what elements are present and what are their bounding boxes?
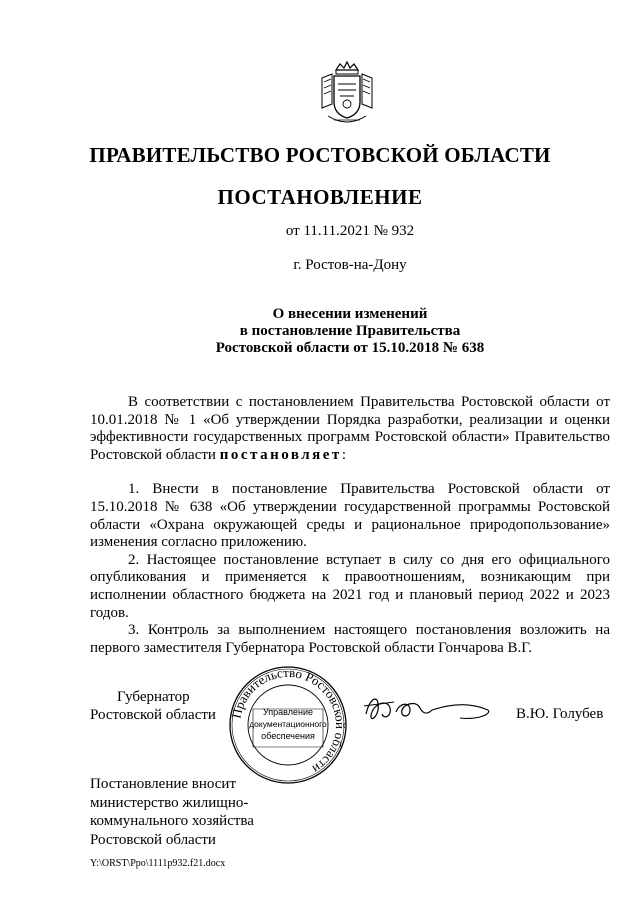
organization-title: ПРАВИТЕЛЬСТВО РОСТОВСКОЙ ОБЛАСТИ — [89, 143, 551, 167]
coat-of-arms-icon — [314, 60, 380, 130]
stamp-center-line: Управление — [262, 707, 314, 717]
subject-line: Ростовской области от 15.10.2018 № 638 — [215, 340, 485, 356]
file-path: Y:\ORST\Ppo\1111p932.f21.docx — [90, 858, 226, 869]
document-body — [90, 394, 610, 657]
signer-title — [90, 688, 216, 724]
document-date-number: от 11.11.2021 № 932 — [285, 223, 415, 239]
item-paragraph-1: 1. Внести в постановление Правительства Ростовской области от 15.10.2018 № 638 «Об утверждении государственной программы Ростовской области «Охрана окружающей среды и рациональное природопользование» изменения согласно приложению. — [90, 481, 610, 551]
submitted-by-note — [90, 775, 254, 849]
item-paragraph-2: 2. Настоящее постановление вступает в силу со дня его официального опубликования и применяется к правоотношениям, возникающим при исполнении областного бюджета на 2021 год и плановый период 2022 и 2023 годов. — [90, 551, 610, 621]
submitted-line: министерство жилищно- — [90, 794, 249, 811]
document-type: ПОСТАНОВЛЕНИЕ — [217, 185, 423, 209]
document-city: г. Ростов-на-Дону — [293, 257, 407, 273]
resolves-word: постановляет — [219, 446, 342, 463]
stamp-ring-text: Правительство Ростовской области — [228, 665, 349, 777]
submitted-line: коммунального хозяйства — [90, 813, 254, 829]
preamble-paragraph — [90, 394, 610, 464]
official-stamp — [223, 665, 353, 785]
submitted-line: Ростовской области — [90, 831, 216, 848]
subject-line: О внесении изменений — [272, 306, 428, 322]
preamble-text: В соответствии с постановлением Правительства Ростовской области от 10.01.2018 № 1 «Об утверждении Порядка разработки, реализации и оценки эффективности государственных программ Ростовской области» Правительство Ростовской области — [90, 394, 610, 463]
signer-title-line: Губернатор — [117, 689, 190, 705]
signer-name: В.Ю. Голубев — [516, 706, 604, 722]
stamp-center-line: обеспечения — [261, 731, 315, 741]
preamble-end: : — [341, 446, 346, 463]
stamp-center-line: документационного — [249, 719, 327, 729]
signer-title-line: Ростовской области — [90, 707, 216, 723]
handwritten-signature — [360, 688, 500, 728]
item-paragraph-3: 3. Контроль за выполнением настоящего постановления возложить на первого заместителя Губернатора Ростовской области Гончарова В.Г. — [90, 622, 610, 656]
subject-line: в постановление Правительства — [239, 323, 461, 339]
document-subject — [0, 306, 640, 357]
submitted-line: Постановление вносит — [90, 776, 237, 792]
